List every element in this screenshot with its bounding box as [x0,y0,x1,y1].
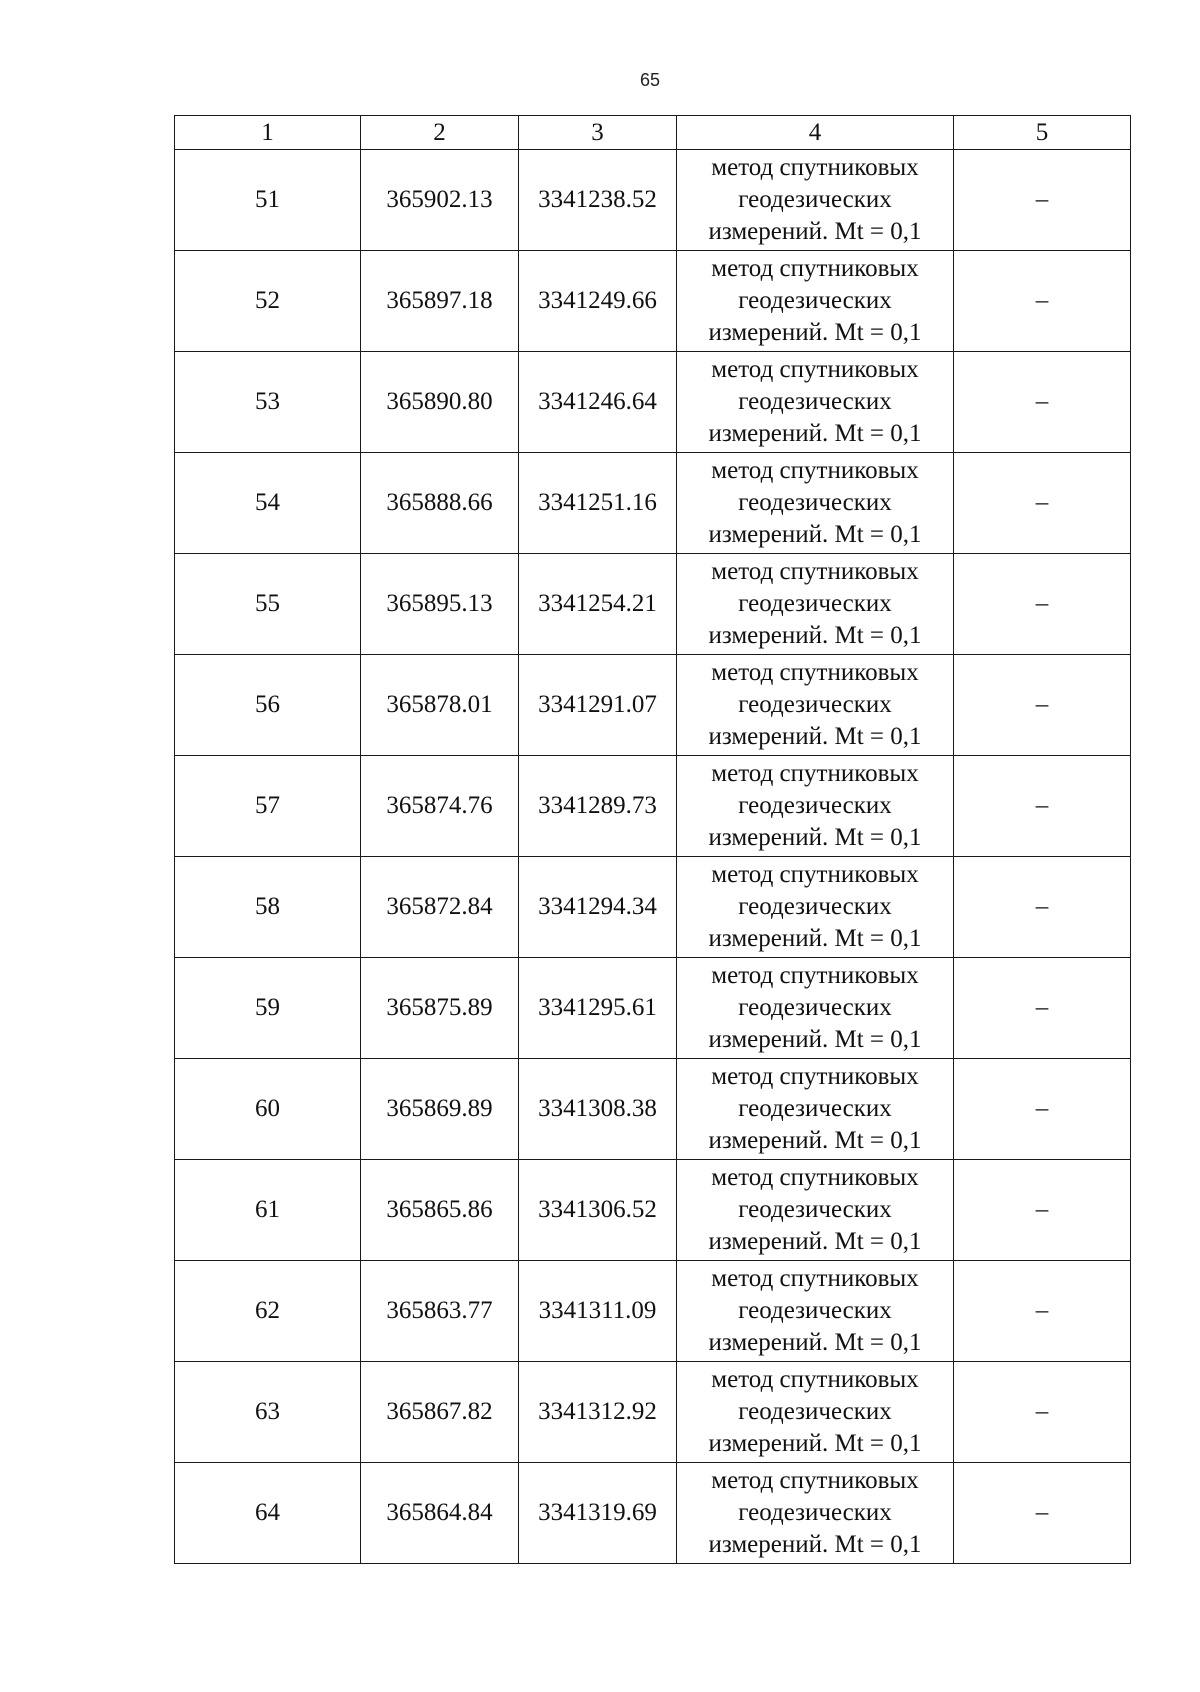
coordinates-table [174,115,1131,1564]
method-cell [677,554,954,655]
method-cell [677,1463,954,1564]
method-text-line: измерений. Mt = 0,1 [708,319,922,346]
method-text-line: геодезических [738,1297,892,1324]
method-cell [677,1160,954,1261]
y-coordinate-cell: 3341308.38 [519,1059,677,1160]
method-text-line: метод спутниковых [711,558,919,585]
x-coordinate-cell: 365895.13 [361,554,519,655]
x-coordinate-cell: 365874.76 [361,756,519,857]
y-coordinate-cell: 3341251.16 [519,453,677,554]
note-cell: – [954,756,1131,857]
point-number-cell: 58 [175,857,361,958]
point-number-cell: 56 [175,655,361,756]
method-cell [677,756,954,857]
method-cell [677,1261,954,1362]
note-cell: – [954,1160,1131,1261]
table-row [175,453,1131,554]
method-text-line: измерений. Mt = 0,1 [708,622,922,649]
method-text-line: геодезических [738,893,892,920]
table-row [175,352,1131,453]
method-cell [677,251,954,352]
method-cell [677,1362,954,1463]
note-cell: – [954,453,1131,554]
table-row [175,150,1131,251]
method-text-line: метод спутниковых [711,1063,919,1090]
note-cell: – [954,857,1131,958]
method-text-line: метод спутниковых [711,760,919,787]
method-text-line: измерений. Mt = 0,1 [708,1228,922,1255]
table-row [175,1160,1131,1261]
y-coordinate-cell: 3341249.66 [519,251,677,352]
x-coordinate-cell: 365890.80 [361,352,519,453]
point-number-cell: 63 [175,1362,361,1463]
note-cell: – [954,251,1131,352]
method-cell [677,958,954,1059]
x-coordinate-cell: 365888.66 [361,453,519,554]
point-number-cell: 61 [175,1160,361,1261]
method-text-line: геодезических [738,691,892,718]
method-text-line: метод спутниковых [711,1366,919,1393]
column-header-1: 1 [175,116,361,150]
y-coordinate-cell: 3341289.73 [519,756,677,857]
method-text-line: метод спутниковых [711,1467,919,1494]
method-text-line: геодезических [738,1196,892,1223]
point-number-cell: 53 [175,352,361,453]
x-coordinate-cell: 365872.84 [361,857,519,958]
method-text-line: метод спутниковых [711,962,919,989]
table-row [175,251,1131,352]
note-cell: – [954,1059,1131,1160]
method-text-line: измерений. Mt = 0,1 [708,1531,922,1558]
method-text-line: измерений. Mt = 0,1 [708,824,922,851]
table-row [175,1261,1131,1362]
y-coordinate-cell: 3341238.52 [519,150,677,251]
method-text-line: измерений. Mt = 0,1 [708,1329,922,1356]
method-text-line: метод спутниковых [711,861,919,888]
x-coordinate-cell: 365867.82 [361,1362,519,1463]
point-number-cell: 52 [175,251,361,352]
x-coordinate-cell: 365865.86 [361,1160,519,1261]
point-number-cell: 59 [175,958,361,1059]
column-header-5: 5 [954,116,1131,150]
table-row [175,1059,1131,1160]
method-text-line: измерений. Mt = 0,1 [708,925,922,952]
method-text-line: измерений. Mt = 0,1 [708,1430,922,1457]
table-header-row [175,116,1131,150]
note-cell: – [954,554,1131,655]
method-cell [677,1059,954,1160]
point-number-cell: 64 [175,1463,361,1564]
page-number: 65 [639,70,661,90]
point-number-cell: 62 [175,1261,361,1362]
method-text-line: геодезических [738,1398,892,1425]
method-text-line: геодезических [738,186,892,213]
method-text-line: метод спутниковых [711,659,919,686]
method-text-line: геодезических [738,1499,892,1526]
table-row [175,958,1131,1059]
point-number-cell: 54 [175,453,361,554]
method-text-line: измерений. Mt = 0,1 [708,1127,922,1154]
method-text-line: метод спутниковых [711,356,919,383]
method-text-line: геодезических [738,1095,892,1122]
method-text-line: геодезических [738,792,892,819]
y-coordinate-cell: 3341306.52 [519,1160,677,1261]
note-cell: – [954,1261,1131,1362]
method-cell [677,857,954,958]
method-text-line: геодезических [738,590,892,617]
x-coordinate-cell: 365897.18 [361,251,519,352]
column-header-3: 3 [519,116,677,150]
y-coordinate-cell: 3341311.09 [519,1261,677,1362]
y-coordinate-cell: 3341312.92 [519,1362,677,1463]
method-text-line: метод спутниковых [711,255,919,282]
table-row [175,655,1131,756]
table-row [175,857,1131,958]
method-text-line: измерений. Mt = 0,1 [708,1026,922,1053]
table-row [175,756,1131,857]
method-cell [677,352,954,453]
point-number-cell: 60 [175,1059,361,1160]
method-cell [677,655,954,756]
x-coordinate-cell: 365878.01 [361,655,519,756]
method-text-line: измерений. Mt = 0,1 [708,218,922,245]
point-number-cell: 57 [175,756,361,857]
method-text-line: метод спутниковых [711,1265,919,1292]
table-row [175,1463,1131,1564]
method-text-line: геодезических [738,489,892,516]
y-coordinate-cell: 3341295.61 [519,958,677,1059]
method-text-line: метод спутниковых [711,1164,919,1191]
table-row [175,554,1131,655]
y-coordinate-cell: 3341319.69 [519,1463,677,1564]
note-cell: – [954,655,1131,756]
note-cell: – [954,352,1131,453]
x-coordinate-cell: 365869.89 [361,1059,519,1160]
y-coordinate-cell: 3341291.07 [519,655,677,756]
table-row [175,1362,1131,1463]
method-text-line: геодезических [738,388,892,415]
method-text-line: геодезических [738,994,892,1021]
point-number-cell: 55 [175,554,361,655]
y-coordinate-cell: 3341254.21 [519,554,677,655]
method-text-line: измерений. Mt = 0,1 [708,420,922,447]
column-header-2: 2 [361,116,519,150]
method-cell [677,150,954,251]
y-coordinate-cell: 3341246.64 [519,352,677,453]
note-cell: – [954,1463,1131,1564]
x-coordinate-cell: 365875.89 [361,958,519,1059]
x-coordinate-cell: 365863.77 [361,1261,519,1362]
x-coordinate-cell: 365864.84 [361,1463,519,1564]
method-text-line: метод спутниковых [711,457,919,484]
method-text-line: геодезических [738,287,892,314]
note-cell: – [954,958,1131,1059]
note-cell: – [954,150,1131,251]
method-cell [677,453,954,554]
point-number-cell: 51 [175,150,361,251]
method-text-line: измерений. Mt = 0,1 [708,723,922,750]
table-body [175,150,1131,1564]
x-coordinate-cell: 365902.13 [361,150,519,251]
column-header-4: 4 [677,116,954,150]
method-text-line: метод спутниковых [711,154,919,181]
note-cell: – [954,1362,1131,1463]
method-text-line: измерений. Mt = 0,1 [708,521,922,548]
y-coordinate-cell: 3341294.34 [519,857,677,958]
